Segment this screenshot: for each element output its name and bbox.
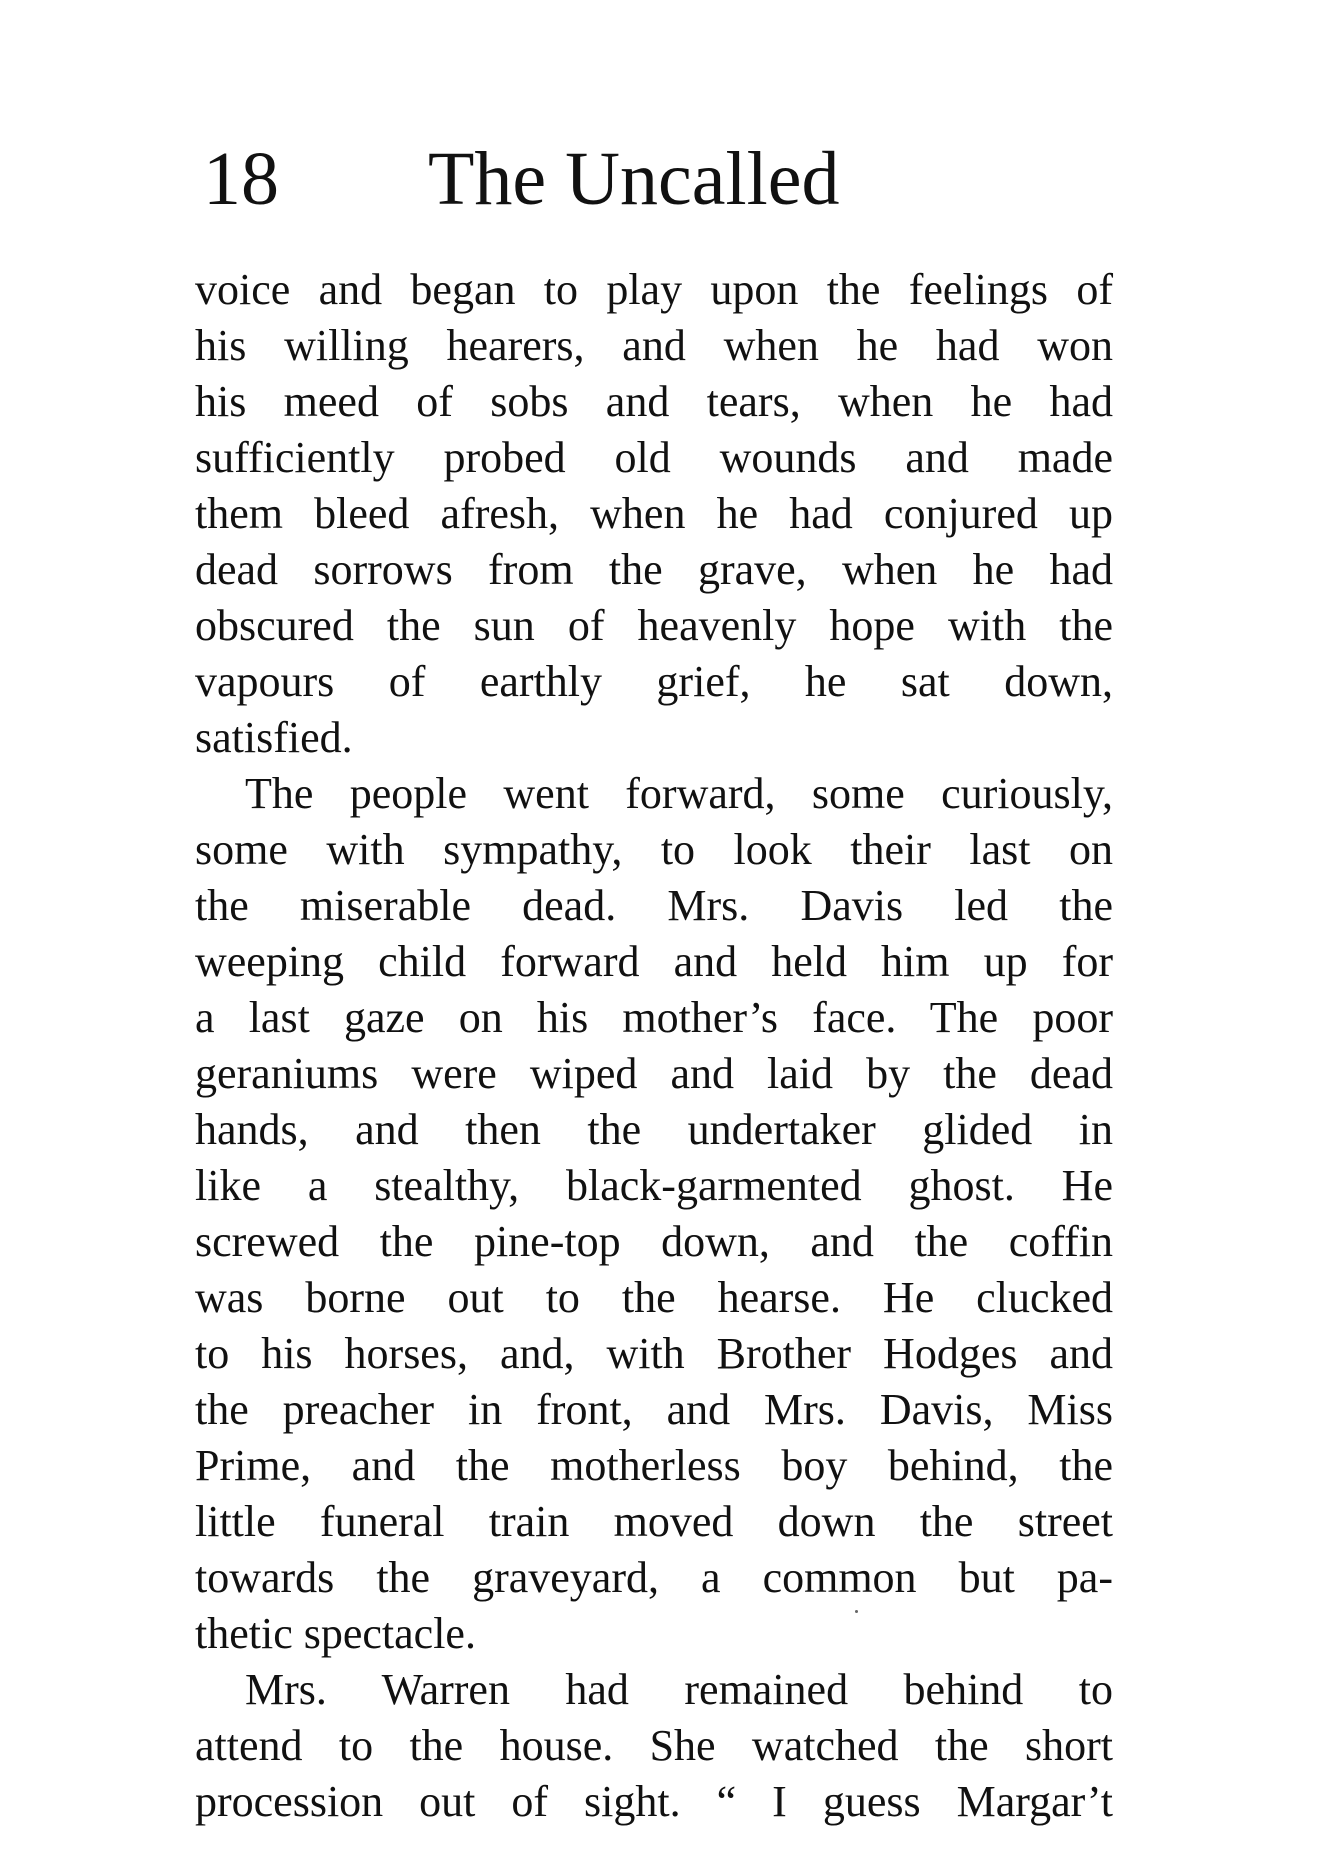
paragraph <box>195 766 1113 1662</box>
text-line: procession out of sight. “ I guess Margar’t <box>195 1777 1113 1826</box>
page-header <box>203 134 839 224</box>
text-line: geraniums were wiped and laid by the dead <box>195 1049 1113 1098</box>
text-line: hands, and then the undertaker glided in <box>195 1105 1113 1154</box>
text-line: the preacher in front, and Mrs. Davis, Miss <box>195 1385 1113 1434</box>
text-line: Prime, and the motherless boy behind, the <box>195 1441 1113 1490</box>
text-line: towards the graveyard, a common but pa- <box>195 1553 1113 1602</box>
text-line: sufficiently probed old wounds and made <box>195 433 1113 482</box>
text-line: dead sorrows from the grave, when he had <box>195 545 1113 594</box>
text-line: a last gaze on his mother’s face. The poor <box>195 993 1113 1042</box>
text-line: satisfied. <box>195 713 353 762</box>
text-line: vapours of earthly grief, he sat down, <box>195 657 1113 706</box>
text-line: The people went forward, some curiously, <box>245 769 1113 818</box>
text-line: was borne out to the hearse. He clucked <box>195 1273 1113 1322</box>
text-line: his willing hearers, and when he had won <box>195 321 1113 370</box>
text-line: voice and began to play upon the feelings of <box>195 265 1113 314</box>
text-line: attend to the house. She watched the short <box>195 1721 1113 1770</box>
text-line: Mrs. Warren had remained behind to <box>245 1665 1113 1714</box>
text-line: some with sympathy, to look their last on <box>195 825 1113 874</box>
text-line: the miserable dead. Mrs. Davis led the <box>195 881 1113 930</box>
paragraph <box>195 262 1113 766</box>
text-line: thetic spectacle. <box>195 1609 476 1658</box>
text-line: screwed the pine-top down, and the coffin <box>195 1217 1113 1266</box>
text-line: them bleed afresh, when he had conjured up <box>195 489 1113 538</box>
page-number: 18 <box>203 137 279 221</box>
text-line: little funeral train moved down the street <box>195 1497 1113 1546</box>
text-line: to his horses, and, with Brother Hodges and <box>195 1329 1113 1378</box>
running-title: The Uncalled <box>428 137 840 221</box>
body-text <box>195 262 1113 1830</box>
paragraph <box>195 1662 1113 1830</box>
text-line: his meed of sobs and tears, when he had <box>195 377 1113 426</box>
text-line: weeping child forward and held him up for <box>195 937 1113 986</box>
print-speck <box>855 1610 858 1613</box>
text-line: like a stealthy, black-garmented ghost. He <box>195 1161 1113 1210</box>
text-line: obscured the sun of heavenly hope with the <box>195 601 1113 650</box>
